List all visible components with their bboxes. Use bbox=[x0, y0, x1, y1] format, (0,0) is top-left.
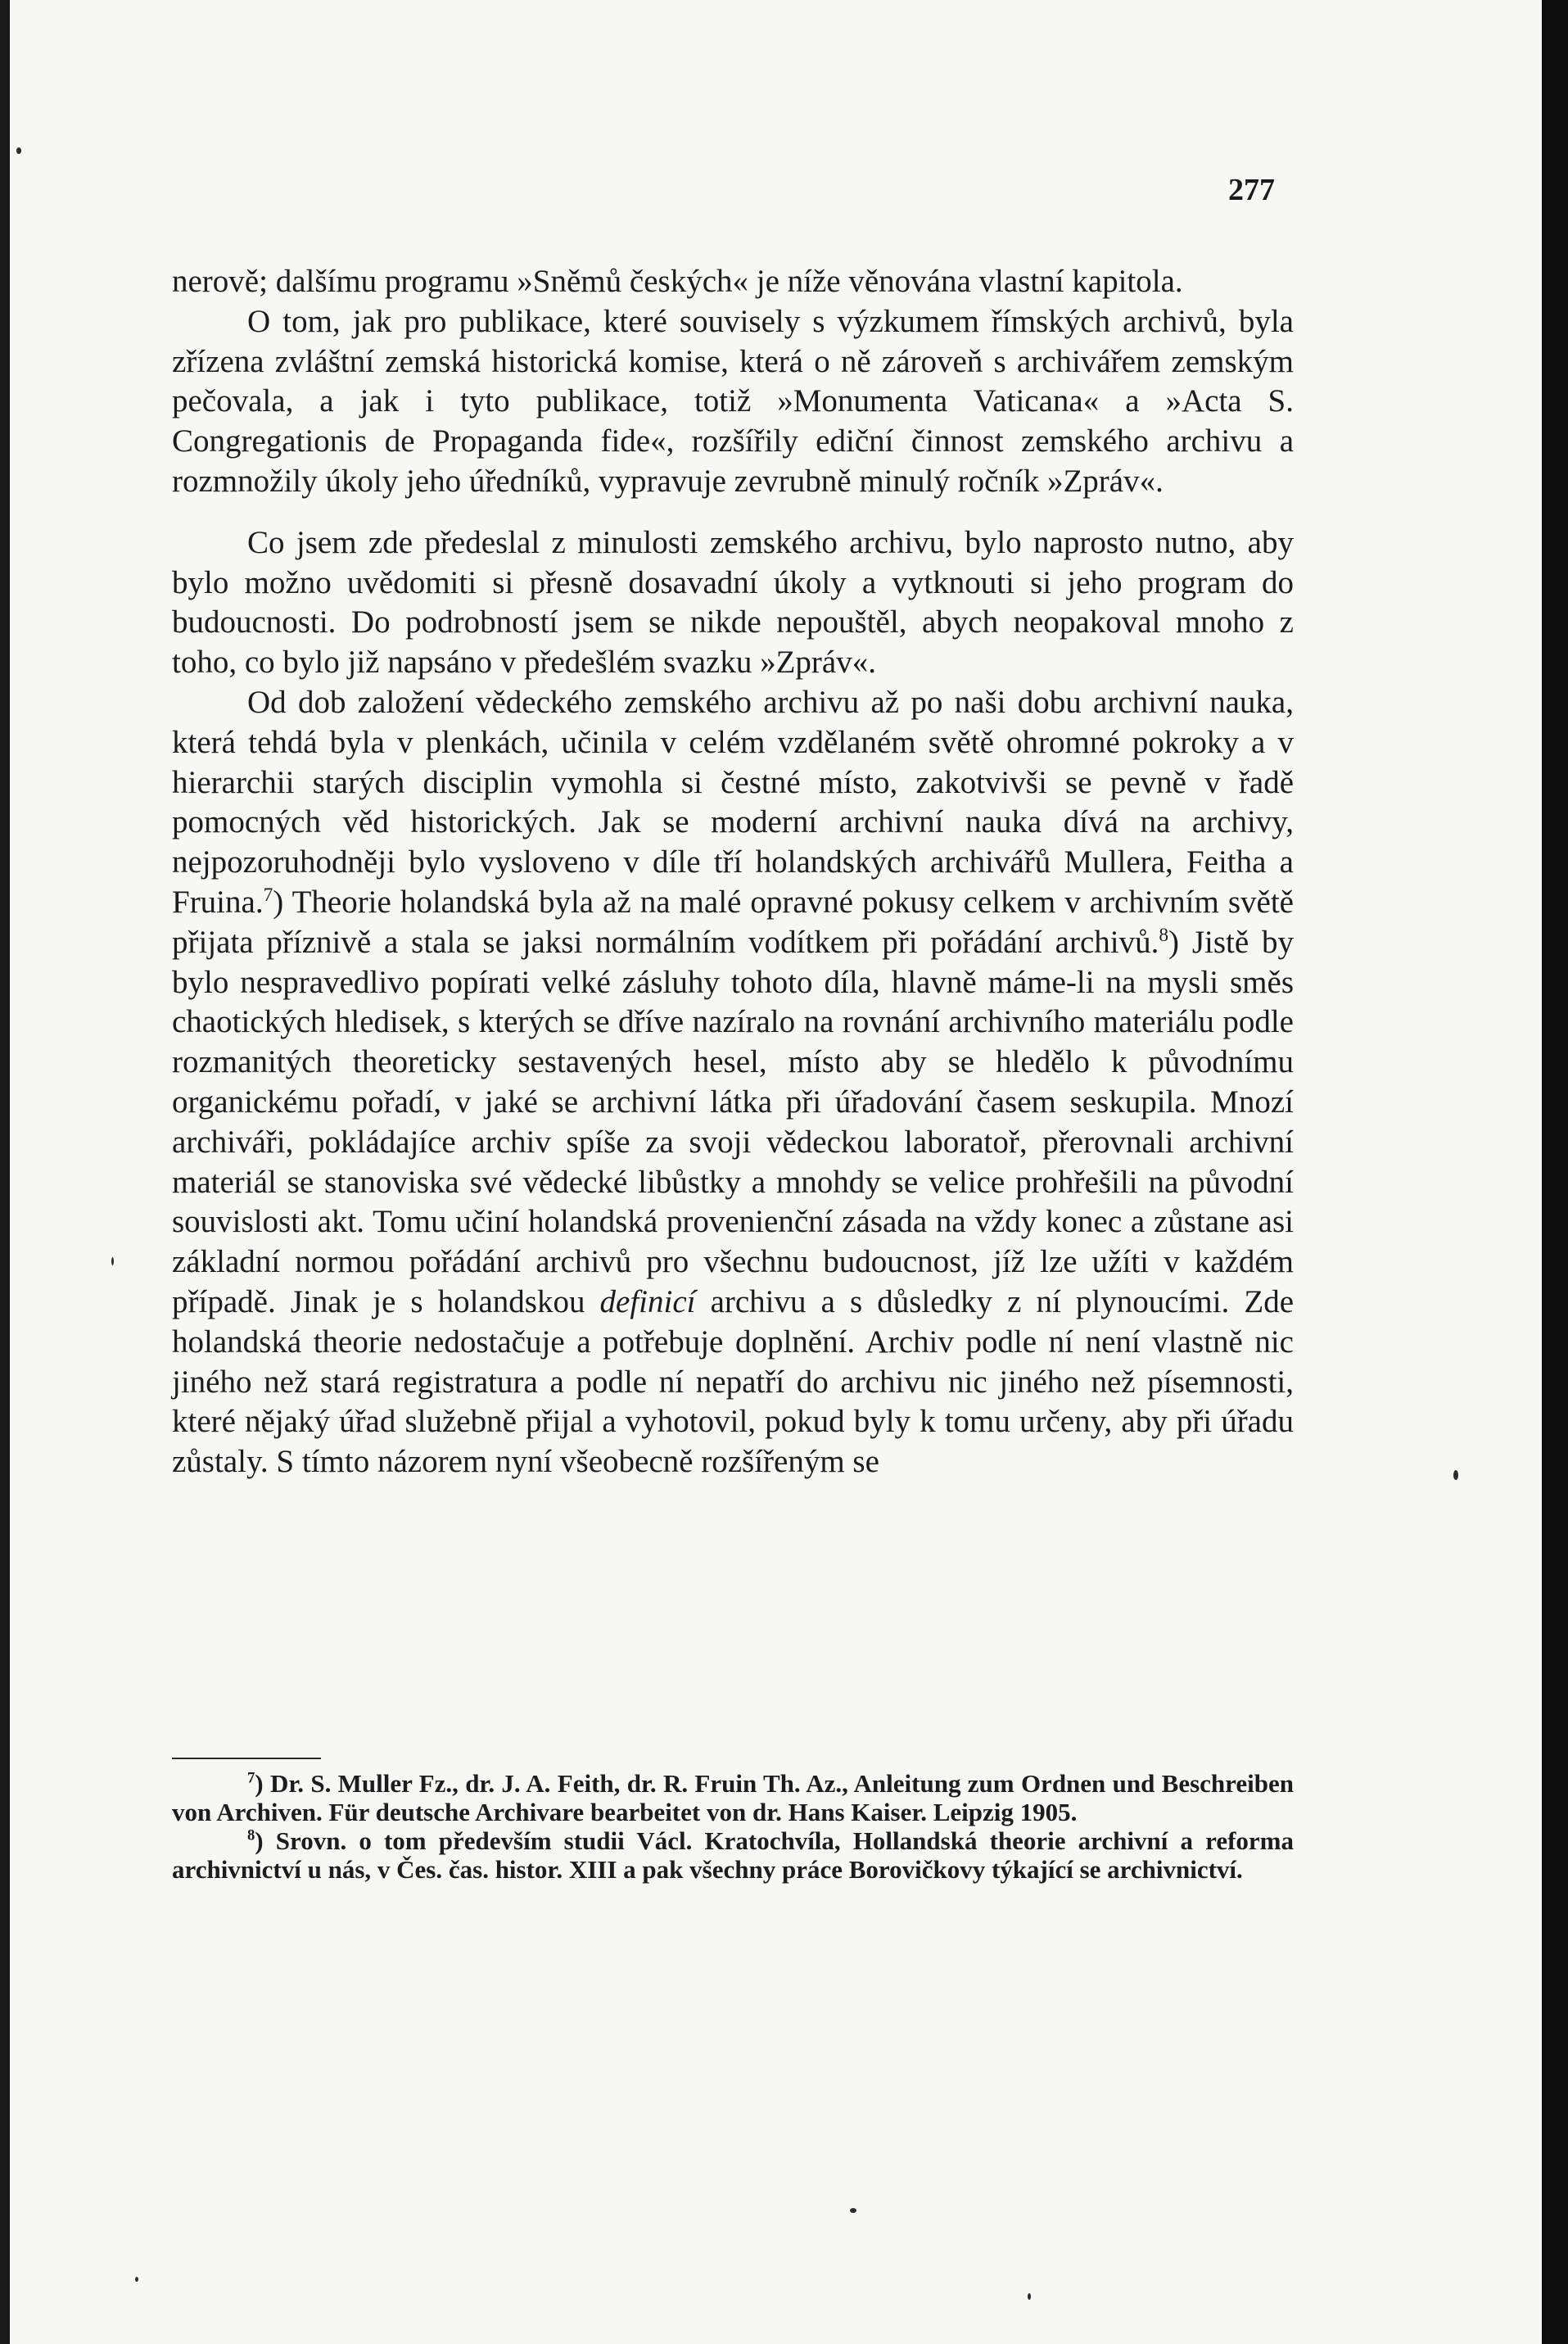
paragraph-3: Co jsem zde předeslal z minulosti zemského archivu, bylo naprosto nutno, aby bylo možno uvědomiti si přesně dosavadní úkoly a vytknouti si jeho program do budoucnosti. Do podrobností jsem se nikde nepouštěl, abych neopakoval mnoho z toho, co bylo již napsáno v předešlém svazku »Zpráv«. bbox=[172, 524, 1294, 681]
emphasis-definici: definicí bbox=[599, 1283, 696, 1319]
paragraph-1: nerově; dalšímu programu »Sněmů českých« je níže věnována vlastní kapitola. bbox=[172, 264, 1183, 299]
paragraph-4-part-a: Od dob založení vědeckého zemského archivu až po naši dobu archivní nauka, která tehdá byla v plenkách, učinila v celém vzdělaném světě ohromné pokroky a v hierarchii starých disciplin vymohla si čestné místo, zakotvivši se pevně v řadě pomocných věd historických. Jak se moderní archivní nauka dívá na archivy, nejpozoruhodněji bylo vysloveno v díle tří holandských archivářů Mullera, Feitha a Fruina. bbox=[172, 684, 1294, 920]
footnote-8-text: ) Srovn. o tom především studii Václ. Kratochvíla, Hollandská theorie archivní a reforma archivnictví u nás, v Čes. čas. histor. XIII a pak všechny práce Borovičkovy týkající se archivnictví. bbox=[172, 1826, 1294, 1884]
footnote-7-text: ) Dr. S. Muller Fz., dr. J. A. Feith, dr. R. Fruin Th. Az., Anleitung zum Ordnen und Beschreiben von Archiven. Für deutsche Archivare bearbeitet von dr. Hans Kaiser. Leipzig 1905. bbox=[172, 1769, 1294, 1826]
footnote-7-mark: 7 bbox=[247, 1769, 255, 1787]
scan-speck bbox=[1028, 2293, 1031, 2300]
scan-speck bbox=[850, 2208, 856, 2213]
scan-left-edge bbox=[0, 0, 10, 2344]
scan-speck bbox=[1453, 1470, 1458, 1480]
paragraph-4-part-c: ) Jistě by bylo nespravedlivo popírati velké zásluhy tohoto díla, hlavně máme-li na mysli směs chaotických hledisek, s kterých se dříve nazíralo na rovnání archivního materiálu podle rozmanitých theoreticky sestavených hesel, místo aby se hledělo k původnímu organickému pořadí, v jaké se archivní látka při úřadování časem seskupila. Mnozí archiváři, pokládajíce archiv spíše za svoji vědeckou laboratoř, přerovnali archivní materiál se stanoviska své vědecké libůstky a mnohdy se velice prohřešili na původní souvislosti akt. Tomu učiní holandská provenienční zásada na vždy konec a zůstane asi základní normou pořádání archivů pro všechnu budoucnost, jíž lze užíti v každém případě. Jinak je s holandskou bbox=[172, 924, 1294, 1319]
paragraph-4-part-d: archivu a s důsledky z ní plynoucími. Zde holandská theorie nedostačuje a potřebuje doplnění. Archiv podle ní není vlastně nic jiného než stará registratura a podle ní nepatří do archivu nic jiného než písemnosti, které nějaký úřad služebně přijal a vyhotovil, pokud byly k tomu určeny, aby při úřadu zůstaly. S tímto názorem nyní všeobecně rozšířeným se bbox=[172, 1283, 1295, 1480]
paragraph-4-part-b: ) Theorie holandská byla až na malé opravné pokusy celkem v archivním světě přijata příznivě a stala se jaksi normálním vodítkem při pořádání archivů. bbox=[172, 884, 1294, 960]
footnote-7 bbox=[172, 1769, 1294, 1826]
footnote-8-mark: 8 bbox=[247, 1826, 255, 1844]
scan-speck bbox=[135, 2277, 138, 2282]
scan-right-edge bbox=[1542, 0, 1568, 2344]
footnote-8 bbox=[172, 1826, 1294, 1884]
footnote-ref-8: 8 bbox=[1159, 924, 1169, 946]
main-text bbox=[172, 262, 1294, 1482]
footnote-ref-7: 7 bbox=[263, 884, 273, 906]
page-number: 277 bbox=[1228, 173, 1275, 207]
paragraph-2: O tom, jak pro publikace, které souvisely s výzkumem římských archivů, byla zřízena zvláštní zemská historická komise, která o ně zároveň s archivářem zemským pečovala, a jak i tyto publikace, totiž »Monumenta Vaticana« a »Acta S. Congregationis de Propaganda fide«, rozšířily ediční činnost zemského archivu a rozmnožily úkoly jeho úředníků, vypravuje zevrubně minulý ročník »Zpráv«. bbox=[172, 303, 1294, 499]
footnote-separator bbox=[172, 1758, 321, 1759]
footnotes bbox=[172, 1769, 1294, 1884]
scan-speck bbox=[16, 147, 21, 154]
scan-speck bbox=[111, 1257, 114, 1265]
paragraph-4 bbox=[172, 683, 1294, 1482]
